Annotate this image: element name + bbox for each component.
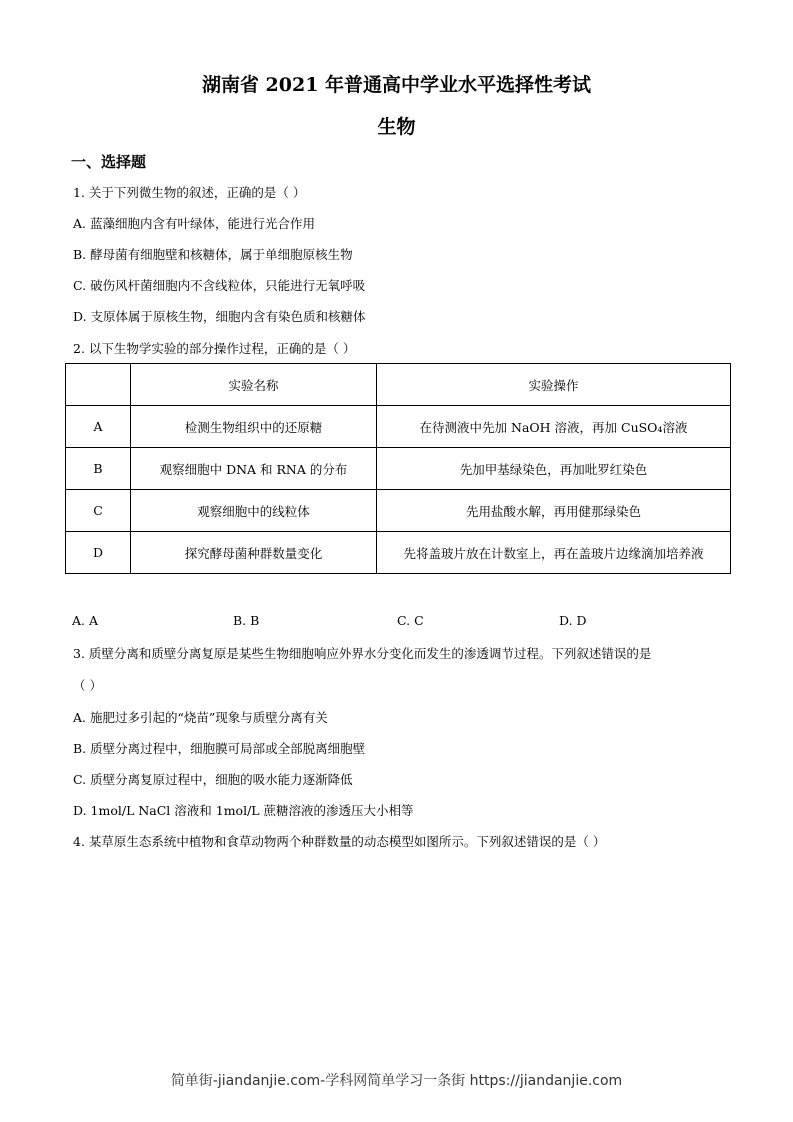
q3-stem-cont: （ ）	[73, 678, 102, 693]
table-header-cell	[66, 364, 131, 406]
table-cell: 在待测液中先加 NaOH 溶液，再加 CuSO₄溶液	[377, 406, 731, 448]
section-heading: 一、选择题	[71, 153, 147, 171]
q1-stem: 1. 关于下列微生物的叙述，正确的是（ ）	[73, 185, 306, 200]
table-cell: 观察细胞中 DNA 和 RNA 的分布	[131, 448, 377, 490]
table-cell: D	[66, 532, 131, 574]
table-cell: 先将盖玻片放在计数室上，再在盖玻片边缘滴加培养液	[377, 532, 731, 574]
subject-title: 生物	[377, 116, 416, 138]
q1-option-d: D. 支原体属于原核生物，细胞内含有染色质和核糖体	[73, 309, 366, 324]
q3-option-a: A. 施肥过多引起的“烧苗”现象与质壁分离有关	[73, 710, 328, 725]
table-row	[66, 406, 731, 448]
table-cell: B	[66, 448, 131, 490]
q2-option-d: D. D	[559, 613, 587, 628]
table-cell: 探究酵母菌种群数量变化	[131, 532, 377, 574]
q1-option-b: B. 酵母菌有细胞壁和核糖体，属于单细胞原核生物	[73, 247, 353, 262]
q4-stem: 4. 某草原生态系统中植物和食草动物两个种群数量的动态模型如图所示。下列叙述错误的是（ ）	[73, 834, 606, 849]
q3-option-c: C. 质壁分离复原过程中，细胞的吸水能力逐渐降低	[73, 772, 353, 787]
table-row	[66, 532, 731, 574]
table-cell: C	[66, 490, 131, 532]
exam-title: 湖南省 2021 年普通高中学业水平选择性考试	[201, 74, 592, 96]
table-cell: 观察细胞中的线粒体	[131, 490, 377, 532]
q1-option-c: C. 破伤风杆菌细胞内不含线粒体，只能进行无氧呼吸	[73, 278, 366, 293]
q2-option-c: C. C	[397, 613, 424, 628]
table-row	[66, 448, 731, 490]
table-header-cell: 实验名称	[131, 364, 377, 406]
q3-stem: 3. 质壁分离和质壁分离复原是某些生物细胞响应外界水分变化而发生的渗透调节过程。下列叙述错误的是	[73, 646, 652, 661]
table-header-cell: 实验操作	[377, 364, 731, 406]
q3-option-b: B. 质壁分离过程中，细胞膜可局部或全部脱离细胞壁	[73, 741, 366, 756]
q2-option-b: B. B	[233, 613, 260, 628]
page-footer: 简单街-jiandanjie.com-学科网简单学习一条街 https://jiandanjie.com	[170, 1073, 623, 1089]
experiment-table	[65, 363, 731, 574]
table-cell: 先用盐酸水解，再用健那绿染色	[377, 490, 731, 532]
table-header-row	[66, 364, 731, 406]
q2-stem: 2. 以下生物学实验的部分操作过程，正确的是（ ）	[73, 341, 356, 356]
q3-option-d: D. 1mol/L NaCl 溶液和 1mol/L 蔗糖溶液的渗透压大小相等	[73, 803, 414, 818]
table-row	[66, 490, 731, 532]
table-cell: 检测生物组织中的还原糖	[131, 406, 377, 448]
table-cell: 先加甲基绿染色，再加吡罗红染色	[377, 448, 731, 490]
q1-option-a: A. 蓝藻细胞内含有叶绿体，能进行光合作用	[73, 216, 315, 231]
table-cell: A	[66, 406, 131, 448]
q2-option-a: A. A	[72, 613, 99, 628]
